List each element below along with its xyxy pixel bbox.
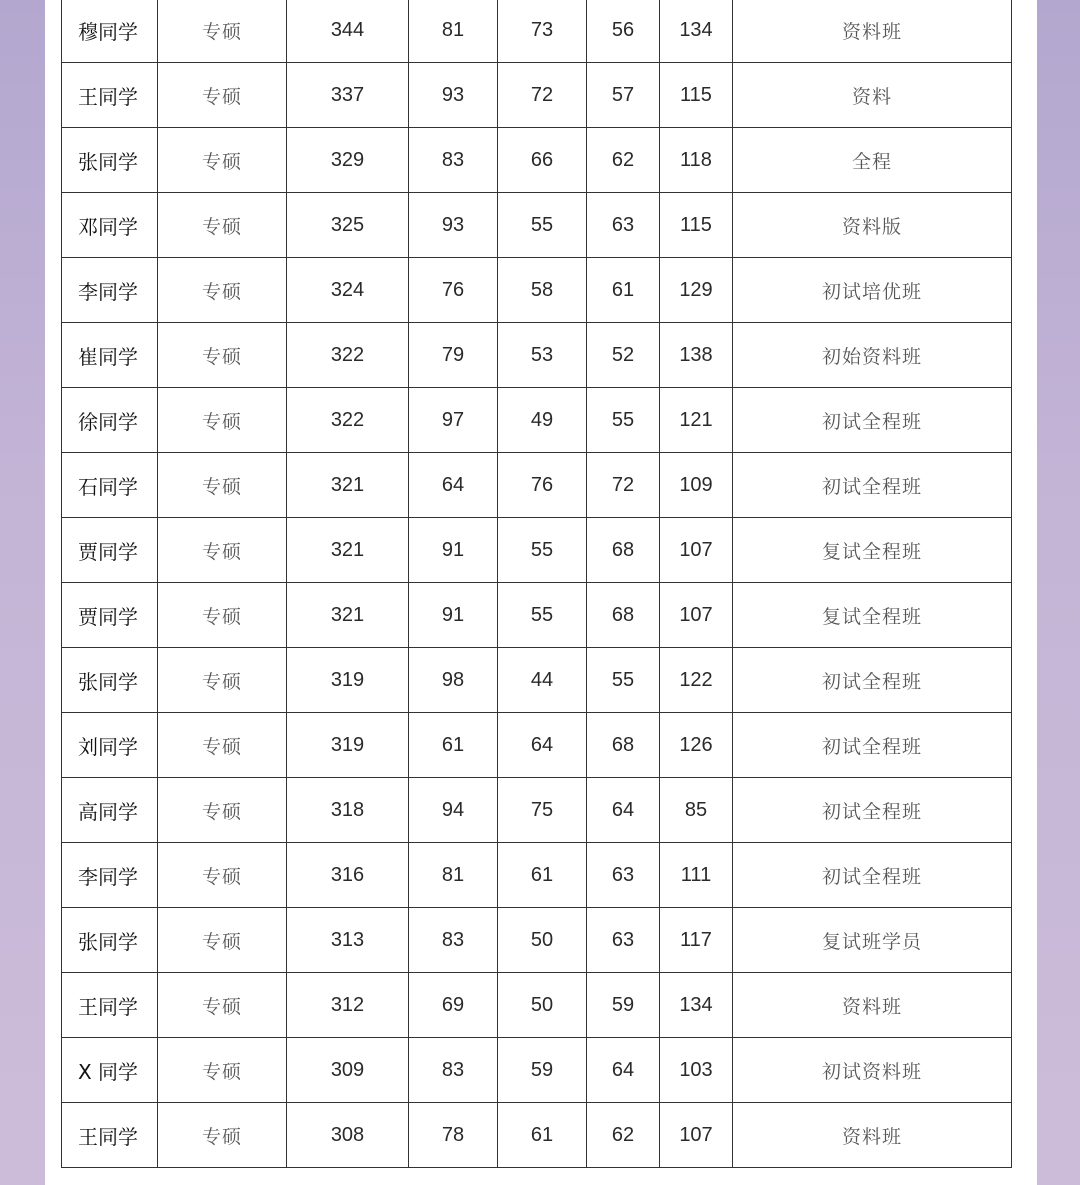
subject-3-score-cell: 56 bbox=[587, 0, 660, 63]
subject-3-score-cell: 62 bbox=[587, 1103, 660, 1168]
degree-type-cell: 专硕 bbox=[158, 843, 287, 908]
course-note-cell: 初试全程班 bbox=[733, 388, 1012, 453]
subject-3-score-cell: 61 bbox=[587, 258, 660, 323]
subject-2-score-cell: 55 bbox=[498, 518, 587, 583]
subject-2-score-cell: 58 bbox=[498, 258, 587, 323]
table-row bbox=[62, 973, 1012, 1038]
degree-type-cell: 专硕 bbox=[158, 128, 287, 193]
subject-3-score-cell: 72 bbox=[587, 453, 660, 518]
subject-4-score-cell: 103 bbox=[660, 1038, 733, 1103]
subject-3-score-cell: 63 bbox=[587, 908, 660, 973]
degree-type-cell: 专硕 bbox=[158, 1103, 287, 1168]
course-note-cell: 资料版 bbox=[733, 193, 1012, 258]
table-row bbox=[62, 713, 1012, 778]
course-note-cell: 复试班学员 bbox=[733, 908, 1012, 973]
subject-4-score-cell: 107 bbox=[660, 1103, 733, 1168]
total-score-cell: 309 bbox=[287, 1038, 409, 1103]
table-row bbox=[62, 1038, 1012, 1103]
student-name-cell: 刘同学 bbox=[62, 713, 158, 778]
total-score-cell: 324 bbox=[287, 258, 409, 323]
degree-type-cell: 专硕 bbox=[158, 908, 287, 973]
subject-2-score-cell: 66 bbox=[498, 128, 587, 193]
score-table-body bbox=[62, 0, 1012, 1168]
subject-4-score-cell: 117 bbox=[660, 908, 733, 973]
subject-1-score-cell: 83 bbox=[409, 908, 498, 973]
course-note-cell: 初试全程班 bbox=[733, 713, 1012, 778]
subject-3-score-cell: 52 bbox=[587, 323, 660, 388]
subject-3-score-cell: 62 bbox=[587, 128, 660, 193]
table-row bbox=[62, 518, 1012, 583]
total-score-cell: 321 bbox=[287, 453, 409, 518]
table-row bbox=[62, 843, 1012, 908]
subject-3-score-cell: 68 bbox=[587, 583, 660, 648]
subject-1-score-cell: 94 bbox=[409, 778, 498, 843]
total-score-cell: 322 bbox=[287, 388, 409, 453]
subject-2-score-cell: 73 bbox=[498, 0, 587, 63]
course-note-cell: 初试资料班 bbox=[733, 1038, 1012, 1103]
subject-4-score-cell: 129 bbox=[660, 258, 733, 323]
student-name-cell: 王同学 bbox=[62, 63, 158, 128]
student-name-cell: 徐同学 bbox=[62, 388, 158, 453]
subject-1-score-cell: 91 bbox=[409, 518, 498, 583]
degree-type-cell: 专硕 bbox=[158, 453, 287, 518]
table-row bbox=[62, 648, 1012, 713]
student-name-cell: 张同学 bbox=[62, 128, 158, 193]
total-score-cell: 319 bbox=[287, 648, 409, 713]
course-note-cell: 初试全程班 bbox=[733, 453, 1012, 518]
subject-3-score-cell: 68 bbox=[587, 713, 660, 778]
subject-2-score-cell: 44 bbox=[498, 648, 587, 713]
table-row bbox=[62, 1103, 1012, 1168]
course-note-cell: 复试全程班 bbox=[733, 518, 1012, 583]
subject-1-score-cell: 61 bbox=[409, 713, 498, 778]
degree-type-cell: 专硕 bbox=[158, 778, 287, 843]
course-note-cell: 资料班 bbox=[733, 1103, 1012, 1168]
table-row bbox=[62, 583, 1012, 648]
subject-2-score-cell: 64 bbox=[498, 713, 587, 778]
subject-2-score-cell: 55 bbox=[498, 193, 587, 258]
degree-type-cell: 专硕 bbox=[158, 1038, 287, 1103]
student-name-cell: 石同学 bbox=[62, 453, 158, 518]
total-score-cell: 321 bbox=[287, 518, 409, 583]
student-name-cell: 崔同学 bbox=[62, 323, 158, 388]
subject-1-score-cell: 78 bbox=[409, 1103, 498, 1168]
subject-4-score-cell: 109 bbox=[660, 453, 733, 518]
subject-2-score-cell: 50 bbox=[498, 973, 587, 1038]
subject-3-score-cell: 59 bbox=[587, 973, 660, 1038]
subject-3-score-cell: 55 bbox=[587, 648, 660, 713]
subject-4-score-cell: 118 bbox=[660, 128, 733, 193]
degree-type-cell: 专硕 bbox=[158, 258, 287, 323]
subject-1-score-cell: 76 bbox=[409, 258, 498, 323]
subject-1-score-cell: 98 bbox=[409, 648, 498, 713]
table-row bbox=[62, 388, 1012, 453]
subject-2-score-cell: 76 bbox=[498, 453, 587, 518]
subject-4-score-cell: 138 bbox=[660, 323, 733, 388]
subject-2-score-cell: 75 bbox=[498, 778, 587, 843]
student-name-cell: 李同学 bbox=[62, 843, 158, 908]
course-note-cell: 复试全程班 bbox=[733, 583, 1012, 648]
table-row bbox=[62, 908, 1012, 973]
subject-1-score-cell: 81 bbox=[409, 843, 498, 908]
student-name-cell: 贾同学 bbox=[62, 518, 158, 583]
subject-4-score-cell: 85 bbox=[660, 778, 733, 843]
table-row bbox=[62, 453, 1012, 518]
table-row bbox=[62, 323, 1012, 388]
student-name-cell: 贾同学 bbox=[62, 583, 158, 648]
course-note-cell: 初试全程班 bbox=[733, 843, 1012, 908]
subject-2-score-cell: 55 bbox=[498, 583, 587, 648]
student-name-cell: 穆同学 bbox=[62, 0, 158, 63]
subject-2-score-cell: 50 bbox=[498, 908, 587, 973]
course-note-cell: 初始资料班 bbox=[733, 323, 1012, 388]
subject-2-score-cell: 49 bbox=[498, 388, 587, 453]
subject-1-score-cell: 81 bbox=[409, 0, 498, 63]
subject-3-score-cell: 63 bbox=[587, 193, 660, 258]
student-name-cell: 王同学 bbox=[62, 973, 158, 1038]
total-score-cell: 316 bbox=[287, 843, 409, 908]
subject-1-score-cell: 79 bbox=[409, 323, 498, 388]
subject-3-score-cell: 64 bbox=[587, 1038, 660, 1103]
course-note-cell: 资料班 bbox=[733, 0, 1012, 63]
student-name-cell: 高同学 bbox=[62, 778, 158, 843]
subject-4-score-cell: 126 bbox=[660, 713, 733, 778]
subject-1-score-cell: 91 bbox=[409, 583, 498, 648]
total-score-cell: 319 bbox=[287, 713, 409, 778]
table-row bbox=[62, 128, 1012, 193]
subject-2-score-cell: 61 bbox=[498, 843, 587, 908]
degree-type-cell: 专硕 bbox=[158, 388, 287, 453]
subject-1-score-cell: 69 bbox=[409, 973, 498, 1038]
subject-4-score-cell: 134 bbox=[660, 973, 733, 1038]
total-score-cell: 329 bbox=[287, 128, 409, 193]
subject-2-score-cell: 53 bbox=[498, 323, 587, 388]
subject-4-score-cell: 107 bbox=[660, 583, 733, 648]
total-score-cell: 337 bbox=[287, 63, 409, 128]
student-name-cell: 王同学 bbox=[62, 1103, 158, 1168]
subject-4-score-cell: 134 bbox=[660, 0, 733, 63]
course-note-cell: 资料班 bbox=[733, 973, 1012, 1038]
subject-4-score-cell: 107 bbox=[660, 518, 733, 583]
total-score-cell: 313 bbox=[287, 908, 409, 973]
subject-4-score-cell: 115 bbox=[660, 193, 733, 258]
degree-type-cell: 专硕 bbox=[158, 518, 287, 583]
total-score-cell: 321 bbox=[287, 583, 409, 648]
subject-4-score-cell: 121 bbox=[660, 388, 733, 453]
subject-1-score-cell: 93 bbox=[409, 193, 498, 258]
table-row bbox=[62, 193, 1012, 258]
document-page bbox=[45, 0, 1037, 1185]
degree-type-cell: 专硕 bbox=[158, 0, 287, 63]
degree-type-cell: 专硕 bbox=[158, 973, 287, 1038]
student-name-cell: 张同学 bbox=[62, 908, 158, 973]
course-note-cell: 资料 bbox=[733, 63, 1012, 128]
student-name-cell: 张同学 bbox=[62, 648, 158, 713]
total-score-cell: 318 bbox=[287, 778, 409, 843]
subject-1-score-cell: 64 bbox=[409, 453, 498, 518]
table-row bbox=[62, 778, 1012, 843]
score-table bbox=[61, 0, 1012, 1168]
student-name-cell: 邓同学 bbox=[62, 193, 158, 258]
degree-type-cell: 专硕 bbox=[158, 648, 287, 713]
total-score-cell: 344 bbox=[287, 0, 409, 63]
student-name-cell: 李同学 bbox=[62, 258, 158, 323]
total-score-cell: 325 bbox=[287, 193, 409, 258]
subject-4-score-cell: 122 bbox=[660, 648, 733, 713]
subject-3-score-cell: 63 bbox=[587, 843, 660, 908]
total-score-cell: 312 bbox=[287, 973, 409, 1038]
subject-1-score-cell: 83 bbox=[409, 1038, 498, 1103]
degree-type-cell: 专硕 bbox=[158, 323, 287, 388]
subject-1-score-cell: 97 bbox=[409, 388, 498, 453]
table-row bbox=[62, 0, 1012, 63]
total-score-cell: 308 bbox=[287, 1103, 409, 1168]
degree-type-cell: 专硕 bbox=[158, 63, 287, 128]
subject-4-score-cell: 111 bbox=[660, 843, 733, 908]
subject-2-score-cell: 72 bbox=[498, 63, 587, 128]
subject-3-score-cell: 64 bbox=[587, 778, 660, 843]
subject-3-score-cell: 68 bbox=[587, 518, 660, 583]
degree-type-cell: 专硕 bbox=[158, 193, 287, 258]
subject-1-score-cell: 83 bbox=[409, 128, 498, 193]
student-name-cell: X 同学 bbox=[62, 1038, 158, 1103]
degree-type-cell: 专硕 bbox=[158, 583, 287, 648]
table-row bbox=[62, 63, 1012, 128]
subject-1-score-cell: 93 bbox=[409, 63, 498, 128]
course-note-cell: 初试全程班 bbox=[733, 778, 1012, 843]
subject-2-score-cell: 61 bbox=[498, 1103, 587, 1168]
course-note-cell: 初试全程班 bbox=[733, 648, 1012, 713]
degree-type-cell: 专硕 bbox=[158, 713, 287, 778]
subject-4-score-cell: 115 bbox=[660, 63, 733, 128]
course-note-cell: 全程 bbox=[733, 128, 1012, 193]
subject-3-score-cell: 55 bbox=[587, 388, 660, 453]
subject-3-score-cell: 57 bbox=[587, 63, 660, 128]
subject-2-score-cell: 59 bbox=[498, 1038, 587, 1103]
total-score-cell: 322 bbox=[287, 323, 409, 388]
course-note-cell: 初试培优班 bbox=[733, 258, 1012, 323]
table-row bbox=[62, 258, 1012, 323]
